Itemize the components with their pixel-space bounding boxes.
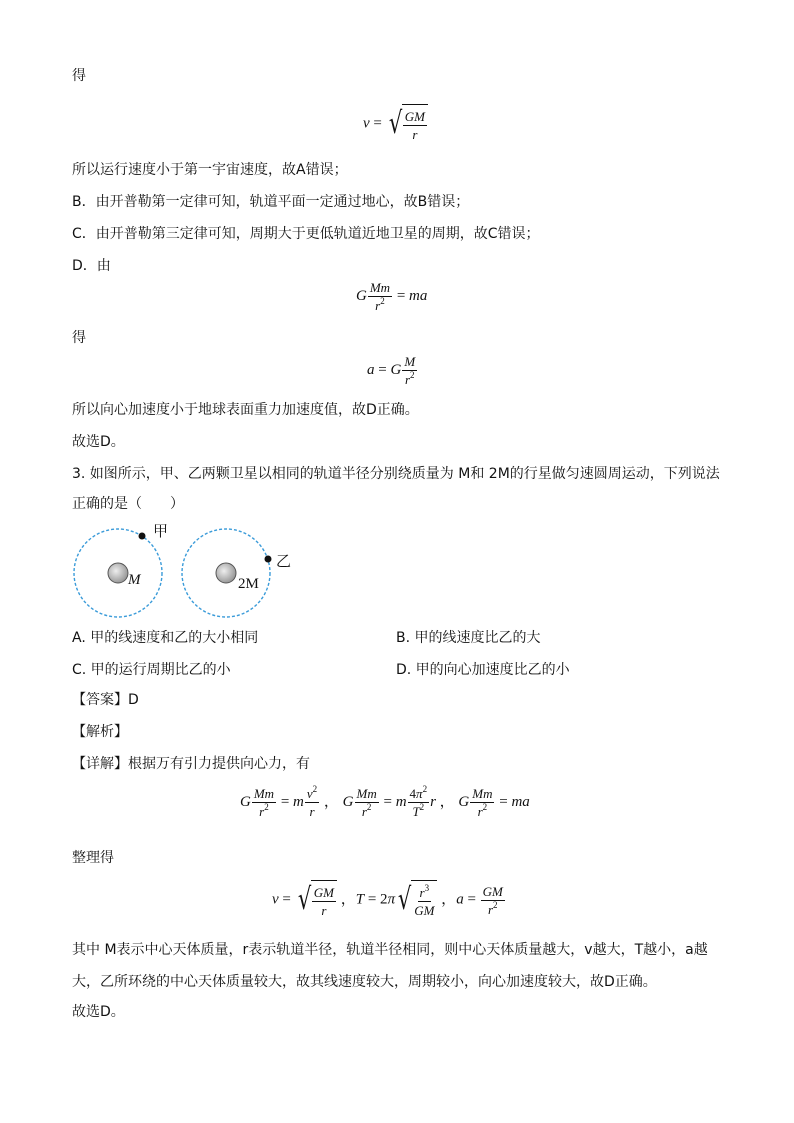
planet-left: [108, 563, 128, 583]
detail-text: 根据万有引力提供向心力，有: [128, 756, 310, 772]
formula-v-sqrt-gm-r: v = √ $\frac{GM}{r}$: [363, 104, 428, 144]
text-option-d: D．由: [72, 258, 111, 274]
planet-left-label: M: [128, 572, 141, 588]
satellite-jia: [139, 533, 146, 540]
formula-results: v = √ $\frac{GM}{r}$ ，T = 2π √ $\frac{r^3}{GM}$ ，a = $\frac{GM}{r^2}$: [272, 882, 503, 918]
option-c: C. 甲的运行周期比乙的小: [72, 662, 231, 678]
satellite-yi: [265, 556, 272, 563]
analysis-label: 【解析】: [72, 724, 128, 740]
answer-label: 【答案】: [72, 692, 128, 708]
text-option-c: C．由开普勒第三定律可知，周期大于更低轨道近地卫星的周期，故C错误；: [72, 226, 540, 242]
formula-gravity-equations: G $\frac{Mm}{r^2}$ = m $\frac{v^2}{r}$ ， G $\frac{Mm}{r^2}$ = m $\frac{4\pi^2}{T^2}$ r ， G $\frac{Mm}{r^2}$ = ma: [240, 784, 530, 819]
option-b: B. 甲的线速度比乙的大: [396, 630, 541, 646]
detail-label: 【详解】: [72, 756, 128, 772]
text-de-1: 得: [72, 68, 86, 84]
satellite-yi-label: 乙: [276, 552, 292, 570]
text-arrange: 整理得: [72, 850, 114, 866]
text-choose-1: 故选D。: [72, 434, 125, 450]
option-d: D. 甲的向心加速度比乙的小: [396, 662, 570, 678]
answer-value: D: [128, 692, 139, 708]
formula-g-mm-r2-ma: G $\frac{Mm}{r^2}$ = ma: [356, 280, 428, 313]
text-de-2: 得: [72, 330, 86, 346]
orbit-figure: [70, 518, 310, 628]
planet-right: [216, 563, 236, 583]
planet-right-label: 2M: [238, 576, 259, 592]
detail-line: [72, 754, 310, 774]
question-line-1: 3. 如图所示，甲、乙两颗卫星以相同的轨道半径分别绕质量为 M和 2M的行星做匀速圆周运动，下列说法: [72, 466, 720, 482]
explain-line-1: 其中 M表示中心天体质量，r表示轨道半径，轨道半径相同，则中心天体质量越大，v越大，T越小，a越: [72, 942, 708, 958]
text-choose-2: 故选D。: [72, 1004, 125, 1020]
text-conclusion-2: 所以向心加速度小于地球表面重力加速度值，故D正确。: [72, 402, 419, 418]
formula-a-g-m-r2: a = G $\frac{M}{r^2}$: [367, 354, 416, 387]
satellite-jia-label: 甲: [153, 522, 169, 540]
text-option-b: B．由开普勒第一定律可知，轨道平面一定通过地心，故B错误；: [72, 194, 470, 210]
answer-line: [72, 690, 139, 710]
option-a: A. 甲的线速度和乙的大小相同: [72, 630, 259, 646]
question-line-2: 正确的是（ ）: [72, 496, 184, 512]
text-conclusion-1: 所以运行速度小于第一宇宙速度，故A错误；: [72, 162, 348, 178]
explain-line-2: 大，乙所环绕的中心天体质量较大，故其线速度较大，周期较小，向心加速度较大，故D正确。: [72, 974, 657, 990]
